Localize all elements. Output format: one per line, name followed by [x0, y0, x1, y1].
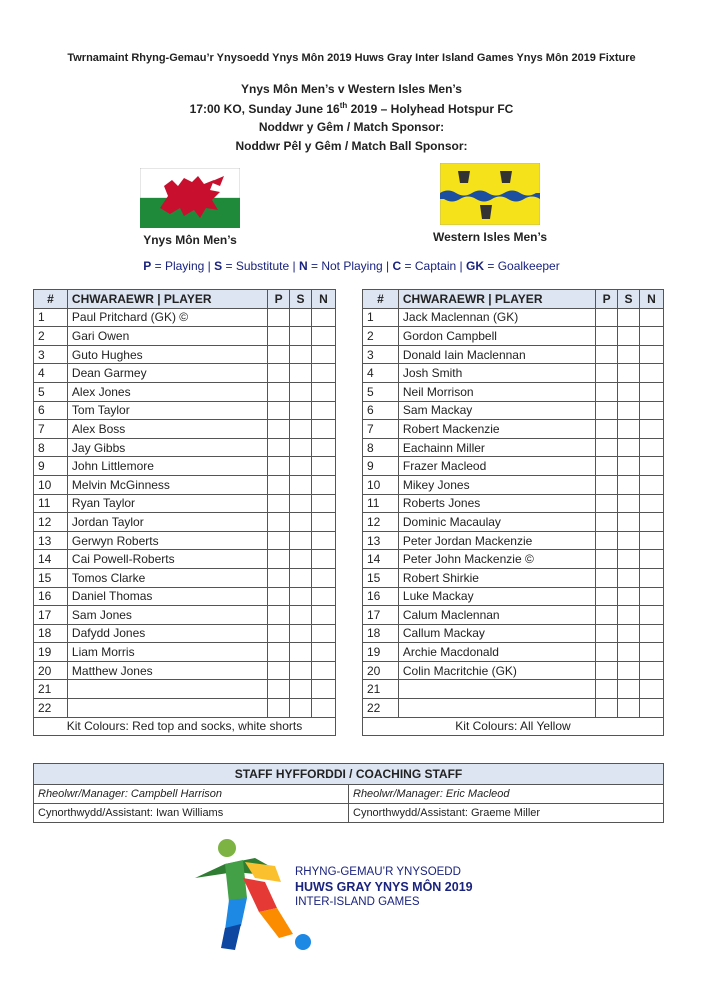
player-number: 10 — [34, 475, 68, 494]
western-isles-flag-icon — [440, 163, 540, 225]
not-playing-cell — [640, 494, 664, 513]
kit-colours: Kit Colours: Red top and socks, white shorts — [34, 717, 336, 735]
player-name: Matthew Jones — [67, 661, 267, 680]
player-number: 12 — [363, 513, 399, 532]
playing-cell — [596, 643, 618, 662]
playing-cell — [268, 420, 290, 439]
player-row — [34, 494, 336, 513]
player-name: Gari Owen — [67, 327, 267, 346]
player-number: 5 — [363, 382, 399, 401]
player-name: Jordan Taylor — [67, 513, 267, 532]
playing-cell — [596, 308, 618, 327]
playing-cell — [268, 568, 290, 587]
not-playing-cell — [640, 624, 664, 643]
playing-cell — [268, 531, 290, 550]
substitute-cell — [618, 420, 640, 439]
substitute-cell — [290, 531, 312, 550]
not-playing-cell — [640, 364, 664, 383]
not-playing-cell — [312, 382, 336, 401]
player-row — [34, 531, 336, 550]
kit-row — [363, 717, 664, 735]
substitute-cell — [618, 661, 640, 680]
player-name: Gerwyn Roberts — [67, 531, 267, 550]
player-number: 12 — [34, 513, 68, 532]
col-player: CHWARAEWR | PLAYER — [398, 290, 595, 309]
not-playing-cell — [640, 680, 664, 699]
playing-cell — [596, 345, 618, 364]
not-playing-cell — [312, 308, 336, 327]
substitute-cell — [290, 308, 312, 327]
player-number: 3 — [363, 345, 399, 364]
status-legend: P = Playing | S = Substitute | N = Not Playing | C = Captain | GK = Goalkeeper — [143, 259, 560, 273]
substitute-cell — [290, 699, 312, 718]
player-row — [363, 531, 664, 550]
player-name: Donald Iain Maclennan — [398, 345, 595, 364]
player-number: 3 — [34, 345, 68, 364]
substitute-cell — [618, 568, 640, 587]
not-playing-cell — [312, 680, 336, 699]
not-playing-cell — [640, 475, 664, 494]
playing-cell — [596, 606, 618, 625]
playing-cell — [596, 420, 618, 439]
away-team-name: Western Isles Men’s — [432, 230, 548, 244]
not-playing-cell — [640, 531, 664, 550]
player-name — [67, 680, 267, 699]
player-row — [34, 457, 336, 476]
playing-cell — [268, 475, 290, 494]
not-playing-cell — [312, 420, 336, 439]
player-name: Luke Mackay — [398, 587, 595, 606]
home-assistant: Cynorthwydd/Assistant: Iwan Williams — [34, 804, 349, 823]
playing-cell — [268, 661, 290, 680]
player-row — [363, 699, 664, 718]
not-playing-cell — [312, 661, 336, 680]
player-name: Dafydd Jones — [67, 624, 267, 643]
away-manager: Rheolwr/Manager: Eric Macleod — [349, 785, 664, 804]
playing-cell — [596, 513, 618, 532]
substitute-cell — [618, 401, 640, 420]
player-name: Tomos Clarke — [67, 568, 267, 587]
not-playing-cell — [312, 475, 336, 494]
substitute-cell — [290, 382, 312, 401]
player-row — [363, 624, 664, 643]
playing-cell — [596, 661, 618, 680]
player-row — [34, 345, 336, 364]
player-number: 20 — [34, 661, 68, 680]
player-row — [363, 457, 664, 476]
player-row — [34, 513, 336, 532]
playing-cell — [268, 327, 290, 346]
player-row — [34, 643, 336, 662]
not-playing-cell — [312, 364, 336, 383]
player-row — [363, 568, 664, 587]
player-row — [34, 606, 336, 625]
player-row — [363, 587, 664, 606]
match-ball-sponsor: Noddwr Pêl y Gêm / Match Ball Sponsor: — [235, 139, 468, 153]
playing-cell — [596, 382, 618, 401]
substitute-cell — [290, 606, 312, 625]
playing-cell — [596, 364, 618, 383]
playing-cell — [268, 587, 290, 606]
player-row — [363, 494, 664, 513]
player-name: Ryan Taylor — [67, 494, 267, 513]
playing-cell — [268, 382, 290, 401]
substitute-cell — [618, 513, 640, 532]
player-number: 11 — [34, 494, 68, 513]
away-assistant: Cynorthwydd/Assistant: Graeme Miller — [349, 804, 664, 823]
player-name: Dean Garmey — [67, 364, 267, 383]
player-number: 14 — [34, 550, 68, 569]
player-row — [34, 382, 336, 401]
player-row — [363, 438, 664, 457]
player-number: 11 — [363, 494, 399, 513]
player-name: Daniel Thomas — [67, 587, 267, 606]
playing-cell — [268, 494, 290, 513]
player-number: 1 — [363, 308, 399, 327]
substitute-cell — [618, 457, 640, 476]
not-playing-cell — [640, 345, 664, 364]
col-player: CHWARAEWR | PLAYER — [67, 290, 267, 309]
playing-cell — [596, 438, 618, 457]
player-row — [363, 308, 664, 327]
player-name: Colin Macritchie (GK) — [398, 661, 595, 680]
substitute-cell — [290, 475, 312, 494]
player-name: Peter John Mackenzie © — [398, 550, 595, 569]
substitute-cell — [290, 513, 312, 532]
player-name — [67, 699, 267, 718]
substitute-cell — [290, 680, 312, 699]
col-number: # — [363, 290, 399, 309]
substitute-cell — [290, 643, 312, 662]
player-row — [363, 401, 664, 420]
col-not-playing: N — [312, 290, 336, 309]
playing-cell — [268, 364, 290, 383]
player-row — [363, 420, 664, 439]
match-kickoff: 17:00 KO, Sunday June 16th 2019 – Holyhead Hotspur FC — [189, 101, 514, 116]
substitute-cell — [290, 587, 312, 606]
player-number: 22 — [363, 699, 399, 718]
player-row — [34, 568, 336, 587]
substitute-cell — [290, 420, 312, 439]
player-row — [363, 513, 664, 532]
player-number: 2 — [34, 327, 68, 346]
not-playing-cell — [640, 643, 664, 662]
playing-cell — [596, 531, 618, 550]
player-row — [34, 401, 336, 420]
substitute-cell — [290, 345, 312, 364]
welsh-dragon-flag-icon — [140, 168, 240, 228]
player-name: Callum Mackay — [398, 624, 595, 643]
player-number: 5 — [34, 382, 68, 401]
staff-header: STAFF HYFFORDDI / COACHING STAFF — [34, 764, 664, 785]
substitute-cell — [618, 680, 640, 699]
substitute-cell — [618, 475, 640, 494]
playing-cell — [268, 550, 290, 569]
player-row — [363, 550, 664, 569]
playing-cell — [596, 475, 618, 494]
not-playing-cell — [312, 345, 336, 364]
player-name: Frazer Macleod — [398, 457, 595, 476]
not-playing-cell — [640, 513, 664, 532]
substitute-cell — [618, 308, 640, 327]
player-number: 8 — [34, 438, 68, 457]
player-name: Guto Hughes — [67, 345, 267, 364]
kit-colours: Kit Colours: All Yellow — [363, 717, 664, 735]
substitute-cell — [290, 624, 312, 643]
player-row — [34, 475, 336, 494]
home-team-name: Ynys Môn Men’s — [143, 233, 237, 247]
player-number: 20 — [363, 661, 399, 680]
player-number: 9 — [34, 457, 68, 476]
player-row — [34, 680, 336, 699]
player-row — [363, 680, 664, 699]
games-logo-text: RHYNG-GEMAU’R YNYSOEDD HUWS GRAY YNYS MÔN 2019 INTER-ISLAND GAMES — [295, 866, 473, 908]
player-name: Alex Boss — [67, 420, 267, 439]
player-number: 14 — [363, 550, 399, 569]
home-manager: Rheolwr/Manager: Campbell Harrison — [34, 785, 349, 804]
playing-cell — [268, 643, 290, 662]
player-number: 16 — [363, 587, 399, 606]
player-name — [398, 699, 595, 718]
player-number: 16 — [34, 587, 68, 606]
playing-cell — [596, 587, 618, 606]
away-roster-table — [362, 289, 664, 736]
player-number: 15 — [34, 568, 68, 587]
player-row — [34, 699, 336, 718]
player-name: John Littlemore — [67, 457, 267, 476]
not-playing-cell — [312, 550, 336, 569]
substitute-cell — [618, 531, 640, 550]
player-row — [34, 587, 336, 606]
col-substitute: S — [290, 290, 312, 309]
player-name: Robert Mackenzie — [398, 420, 595, 439]
player-row — [34, 327, 336, 346]
substitute-cell — [618, 382, 640, 401]
playing-cell — [268, 513, 290, 532]
player-row — [363, 643, 664, 662]
player-row — [363, 364, 664, 383]
player-number: 21 — [34, 680, 68, 699]
player-number: 4 — [34, 364, 68, 383]
substitute-cell — [290, 364, 312, 383]
not-playing-cell — [312, 457, 336, 476]
not-playing-cell — [312, 327, 336, 346]
playing-cell — [268, 606, 290, 625]
player-row — [34, 308, 336, 327]
player-number: 21 — [363, 680, 399, 699]
playing-cell — [268, 699, 290, 718]
substitute-cell — [290, 550, 312, 569]
not-playing-cell — [312, 587, 336, 606]
playing-cell — [268, 345, 290, 364]
playing-cell — [596, 699, 618, 718]
not-playing-cell — [312, 438, 336, 457]
player-number: 6 — [34, 401, 68, 420]
substitute-cell — [618, 494, 640, 513]
player-number: 19 — [34, 643, 68, 662]
player-name: Gordon Campbell — [398, 327, 595, 346]
player-number: 7 — [363, 420, 399, 439]
player-name: Alex Jones — [67, 382, 267, 401]
player-number: 6 — [363, 401, 399, 420]
not-playing-cell — [640, 420, 664, 439]
playing-cell — [596, 680, 618, 699]
player-name: Sam Mackay — [398, 401, 595, 420]
player-name: Jack Maclennan (GK) — [398, 308, 595, 327]
player-row — [363, 661, 664, 680]
player-number: 22 — [34, 699, 68, 718]
player-number: 17 — [34, 606, 68, 625]
substitute-cell — [618, 624, 640, 643]
substitute-cell — [618, 438, 640, 457]
playing-cell — [268, 624, 290, 643]
player-name: Josh Smith — [398, 364, 595, 383]
not-playing-cell — [312, 568, 336, 587]
player-name: Melvin McGinness — [67, 475, 267, 494]
player-name: Eachainn Miller — [398, 438, 595, 457]
not-playing-cell — [640, 457, 664, 476]
playing-cell — [268, 401, 290, 420]
substitute-cell — [618, 364, 640, 383]
player-row — [363, 475, 664, 494]
player-name: Robert Shirkie — [398, 568, 595, 587]
player-row — [363, 327, 664, 346]
playing-cell — [268, 680, 290, 699]
not-playing-cell — [312, 624, 336, 643]
player-row — [34, 364, 336, 383]
not-playing-cell — [312, 513, 336, 532]
player-name — [398, 680, 595, 699]
player-number: 17 — [363, 606, 399, 625]
playing-cell — [596, 568, 618, 587]
substitute-cell — [290, 327, 312, 346]
player-name: Archie Macdonald — [398, 643, 595, 662]
playing-cell — [596, 550, 618, 569]
player-row — [363, 345, 664, 364]
player-name: Dominic Macaulay — [398, 513, 595, 532]
player-number: 13 — [34, 531, 68, 550]
player-number: 9 — [363, 457, 399, 476]
player-number: 18 — [363, 624, 399, 643]
player-row — [34, 624, 336, 643]
match-sponsor: Noddwr y Gêm / Match Sponsor: — [258, 120, 445, 134]
not-playing-cell — [640, 382, 664, 401]
not-playing-cell — [640, 699, 664, 718]
not-playing-cell — [312, 531, 336, 550]
substitute-cell — [290, 438, 312, 457]
substitute-cell — [618, 587, 640, 606]
substitute-cell — [290, 494, 312, 513]
player-row — [34, 420, 336, 439]
player-number: 2 — [363, 327, 399, 346]
substitute-cell — [618, 345, 640, 364]
player-number: 15 — [363, 568, 399, 587]
col-playing: P — [596, 290, 618, 309]
player-name: Jay Gibbs — [67, 438, 267, 457]
playing-cell — [268, 308, 290, 327]
substitute-cell — [290, 568, 312, 587]
player-number: 4 — [363, 364, 399, 383]
not-playing-cell — [640, 401, 664, 420]
not-playing-cell — [312, 401, 336, 420]
playing-cell — [596, 624, 618, 643]
player-name: Cai Powell-Roberts — [67, 550, 267, 569]
kit-row — [34, 717, 336, 735]
substitute-cell — [290, 661, 312, 680]
substitute-cell — [618, 699, 640, 718]
playing-cell — [596, 327, 618, 346]
substitute-cell — [290, 457, 312, 476]
playing-cell — [596, 494, 618, 513]
player-number: 1 — [34, 308, 68, 327]
col-playing: P — [268, 290, 290, 309]
not-playing-cell — [312, 699, 336, 718]
page-title: Twrnamaint Rhyng-Gemau’r Ynysoedd Ynys Môn 2019 Huws Gray Inter Island Games Ynys Môn 2019 Fixture — [67, 52, 636, 64]
substitute-cell — [618, 550, 640, 569]
player-number: 19 — [363, 643, 399, 662]
home-roster-table — [33, 289, 336, 736]
player-number: 10 — [363, 475, 399, 494]
player-name: Mikey Jones — [398, 475, 595, 494]
col-not-playing: N — [640, 290, 664, 309]
player-name: Calum Maclennan — [398, 606, 595, 625]
player-row — [34, 661, 336, 680]
player-number: 13 — [363, 531, 399, 550]
player-number: 18 — [34, 624, 68, 643]
substitute-cell — [618, 606, 640, 625]
player-row — [34, 550, 336, 569]
playing-cell — [596, 401, 618, 420]
not-playing-cell — [640, 327, 664, 346]
not-playing-cell — [640, 308, 664, 327]
not-playing-cell — [640, 587, 664, 606]
not-playing-cell — [640, 550, 664, 569]
player-name: Liam Morris — [67, 643, 267, 662]
player-name: Roberts Jones — [398, 494, 595, 513]
coaching-staff-table — [33, 763, 664, 823]
col-number: # — [34, 290, 68, 309]
not-playing-cell — [312, 494, 336, 513]
substitute-cell — [618, 643, 640, 662]
not-playing-cell — [640, 438, 664, 457]
player-name: Neil Morrison — [398, 382, 595, 401]
not-playing-cell — [640, 661, 664, 680]
substitute-cell — [618, 327, 640, 346]
playing-cell — [268, 457, 290, 476]
not-playing-cell — [312, 643, 336, 662]
col-substitute: S — [618, 290, 640, 309]
player-name: Peter Jordan Mackenzie — [398, 531, 595, 550]
player-row — [363, 606, 664, 625]
not-playing-cell — [640, 606, 664, 625]
player-name: Tom Taylor — [67, 401, 267, 420]
player-name: Paul Pritchard (GK) © — [67, 308, 267, 327]
player-row — [34, 438, 336, 457]
player-number: 8 — [363, 438, 399, 457]
playing-cell — [268, 438, 290, 457]
not-playing-cell — [312, 606, 336, 625]
player-row — [363, 382, 664, 401]
substitute-cell — [290, 401, 312, 420]
not-playing-cell — [640, 568, 664, 587]
player-number: 7 — [34, 420, 68, 439]
playing-cell — [596, 457, 618, 476]
player-name: Sam Jones — [67, 606, 267, 625]
match-teams: Ynys Môn Men’s v Western Isles Men’s — [241, 82, 462, 96]
